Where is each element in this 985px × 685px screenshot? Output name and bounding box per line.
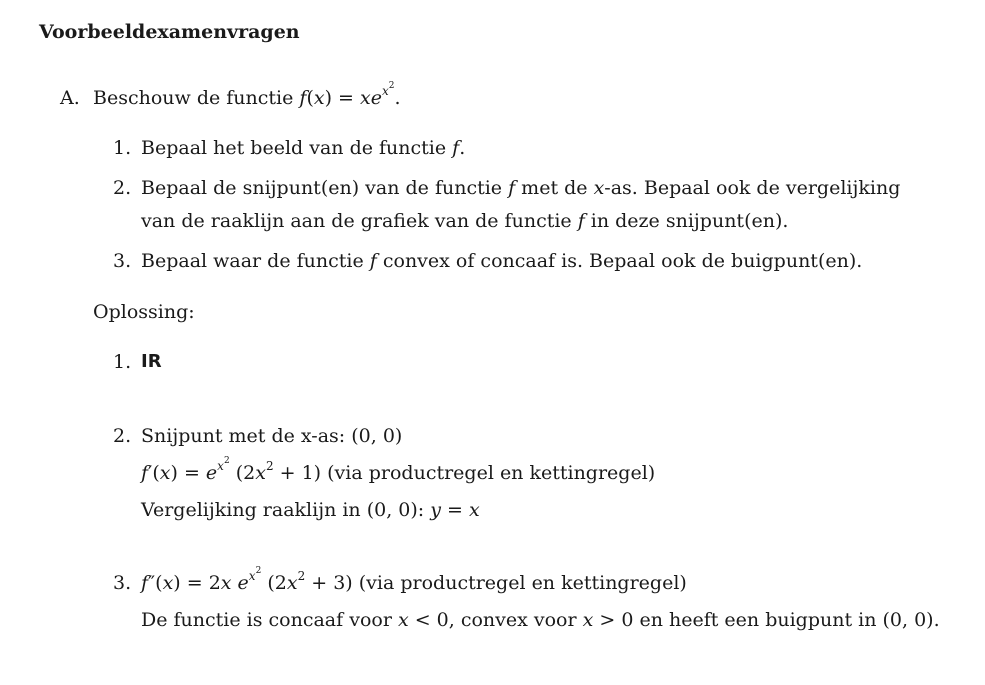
solution-item-2-line3 — [141, 498, 480, 522]
solution-item-2-note: (via productregel en kettingregel) — [327, 462, 656, 484]
page-title: Voorbeeldexamenvragen — [39, 21, 300, 43]
solution-item-2-num: 2. — [113, 425, 132, 447]
solution-item-2-line3-text: Vergelijking raaklijn in (0, 0): — [141, 499, 425, 521]
question-item-2-line2: van de raaklijn aan de grafiek van de functie f in deze snijpunt(en). — [141, 210, 789, 232]
function-definition: $f(x) = xe^{x^2}$. — [299, 80, 401, 109]
question-item-2-line1: Bepaal de snijpunt(en) van de functie f met de x-as. Bepaal ook de vergelijking — [141, 177, 901, 199]
second-derivative-formula: f″(x) = 2x $e^{x^2}$ $(2x^2 + 3)$ — [141, 565, 353, 594]
solution-item-1-num: 1. — [113, 351, 132, 373]
solution-item-2-line1-text: Snijpunt met de x-as: — [141, 425, 346, 447]
solution-item-3-num: 3. — [113, 572, 132, 594]
question-item-1-text: Bepaal het beeld van de functie f. — [141, 137, 466, 159]
solution-heading: Oplossing: — [93, 301, 195, 323]
solution-item-2-derivative — [141, 455, 656, 485]
solution-item-1-answer: IR — [141, 351, 162, 372]
question-item-2-num: 2. — [113, 177, 132, 199]
question-item-3-text: Bepaal waar de functie f convex of concaaf is. Bepaal ook de buigpunt(en). — [141, 250, 863, 272]
question-intro-text: Beschouw de functie — [93, 87, 294, 109]
solution-item-2-line1 — [141, 424, 402, 448]
question-item-3-num: 3. — [113, 250, 132, 272]
solution-item-3-note: (via productregel en kettingregel) — [358, 572, 687, 594]
question-item-1-num: 1. — [113, 137, 132, 159]
first-derivative-formula: $f'(x) = e^{x^2}$ $(2x^2 + 1)$ — [141, 455, 322, 484]
solution-item-2-point: (0, 0) — [351, 425, 403, 447]
tangent-line-formula: y = x — [430, 499, 480, 521]
solution-item-3-line1 — [141, 565, 687, 595]
question-intro — [93, 80, 401, 110]
question-label: A. — [60, 87, 80, 109]
solution-item-3-line2: De functie is concaaf voor x < 0, convex voor x > 0 en heeft een buigpunt in (0, 0). — [141, 609, 940, 631]
